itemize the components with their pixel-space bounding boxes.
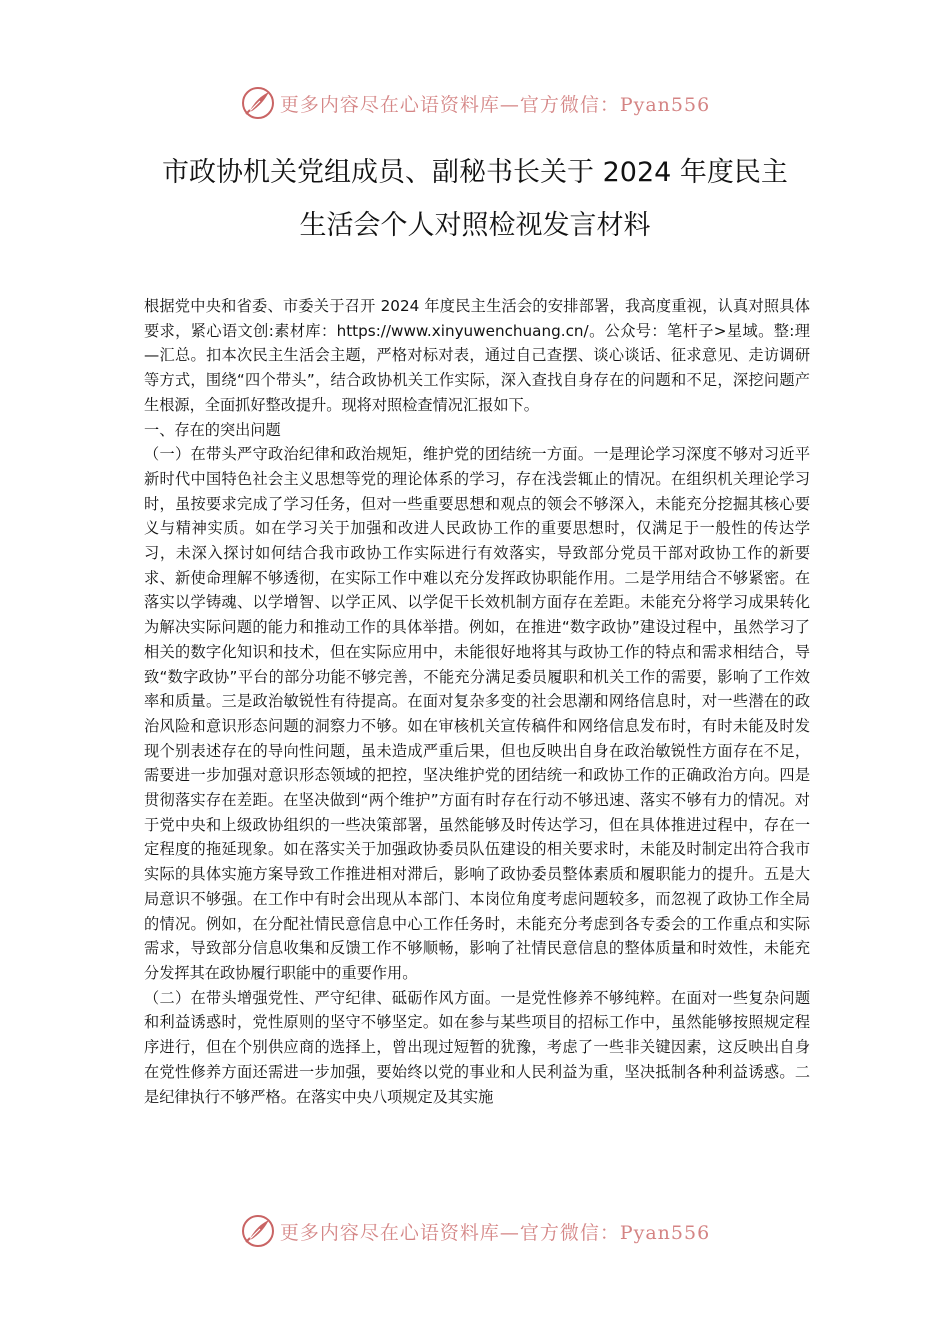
title-line-1: 市政协机关党组成员、副秘书长关于 2024 年度民主 xyxy=(162,157,788,188)
document-body xyxy=(144,294,810,1109)
footer-banner xyxy=(0,1209,950,1253)
page-title xyxy=(95,146,855,252)
quill-logo-icon xyxy=(240,85,276,121)
section-heading-1: 一、存在的突出问题 xyxy=(144,420,281,439)
header-banner xyxy=(0,81,950,125)
banner-text: 更多内容尽在心语资料库—官方微信：Pyan556 xyxy=(279,93,711,116)
body-paragraph-1: （一）在带头严守政治纪律和政治规矩，维护党的团结统一方面。一是理论学习深度不够对习近平新时代中国特色社会主义思想等党的理论体系的学习，存在浅尝辄止的情况。在组织机关理论学习时，虽按要求完成了学习任务，但对一些重要思想和观点的领会不够深入，未能充分挖掘其核心要义与精神实质。如在学习关于加强和改进人民政协工作的重要思想时，仅满足于一般性的传达学习，未深入探讨如何结合我市政协工作实际进行有效落实，导致部分党员干部对政协工作的新要求、新使命理解不够透彻，在实际工作中难以充分发挥政协职能作用。二是学用结合不够紧密。在落实以学铸魂、以学增智、以学正风、以学促干长效机制方面存在差距。未能充分将学习成果转化为解决实际问题的能力和推动工作的具体举措。例如，在推进“数字政协”建设过程中，虽然学习了相关的数字化知识和技术，但在实际应用中，未能很好地将其与政协工作的特点和需求相结合，导致“数字政协”平台的部分功能不够完善，不能充分满足委员履职和机关工作的需要，影响了工作效率和质量。三是政治敏锐性有待提高。在面对复杂多变的社会思潮和网络信息时，对一些潜在的政治风险和意识形态问题的洞察力不够。如在审核机关宣传稿件和网络信息发布时，有时未能及时发现个别表述存在的导向性问题，虽未造成严重后果，但也反映出自身在政治敏锐性方面存在不足，需要进一步加强对意识形态领域的把控，坚决维护党的团结统一和政协工作的正确政治方向。四是贯彻落实存在差距。在坚决做到“两个维护”方面有时存在行动不够迅速、落实不够有力的情况。对于党中央和上级政协组织的一些决策部署，虽然能够及时传达学习，但在具体推进过程中，存在一定程度的拖延现象。如在落实关于加强政协委员队伍建设的相关要求时，未能及时制定出符合我市实际的具体实施方案导致工作推进相对滞后，影响了政协委员整体素质和履职能力的提升。五是大局意识不够强。在工作中有时会出现从本部门、本岗位角度考虑问题较多，而忽视了政协工作全局的情况。例如，在分配社情民意信息中心工作任务时，未能充分考虑到各专委会的工作重点和实际需求，导致部分信息收集和反馈工作不够顺畅，影响了社情民意信息的整体质量和时效性，未能充分发挥其在政协履行职能中的重要作用。 xyxy=(144,445,810,982)
body-paragraph-2: （二）在带头增强党性、严守纪律、砥砺作风方面。一是党性修养不够纯粹。在面对一些复杂问题和利益诱惑时，党性原则的坚守不够坚定。如在参与某些项目的招标工作中，虽然能够按照规定程序进行，但在个别供应商的选择上，曾出现过短暂的犹豫，考虑了一些非关键因素，这反映出自身在党性修养方面还需进一步加强，要始终以党的事业和人民利益为重，坚决抵制各种利益诱惑。二是纪律执行不够严格。在落实中央八项规定及其实施 xyxy=(144,988,810,1106)
title-line-2: 生活会个人对照检视发言材料 xyxy=(299,210,651,241)
quill-logo-icon xyxy=(240,1213,276,1249)
banner-text: 更多内容尽在心语资料库—官方微信：Pyan556 xyxy=(279,1221,711,1244)
intro-paragraph: 根据党中央和省委、市委关于召开 2024 年度民主生活会的安排部署，我高度重视，认真对照具体要求，紧心语文创:素材库：https://www.xinyuwenchuang.cn/。公众号：笔杆子>星域。整:理—汇总。扣本次民主生活会主题，严格对标对表，通过自己查摆、谈心谈话、征求意见、走访调研等方式，围绕“四个带头”，结合政协机关工作实际，深入查找自身存在的问题和不足，深挖问题产生根源，全面抓好整改提升。现将对照检查情况汇报如下。 xyxy=(144,297,810,414)
